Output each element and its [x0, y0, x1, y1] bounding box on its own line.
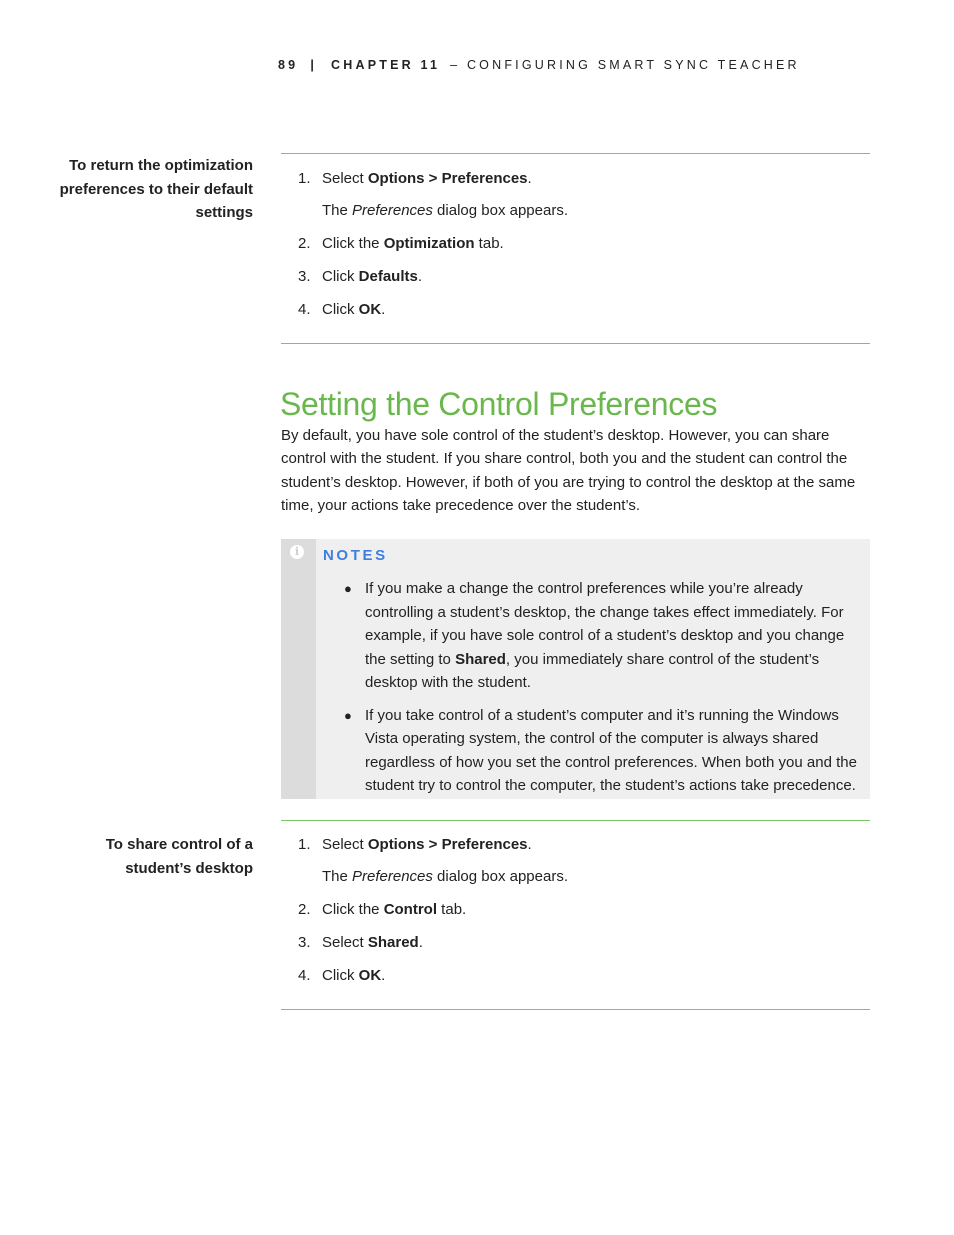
chapter-title: – CONFIGURING SMART SYNC TEACHER	[450, 58, 800, 72]
step-number: 3.	[298, 934, 311, 951]
section-rule	[281, 1009, 870, 1010]
step-text: Click the	[322, 235, 384, 252]
procedure-label-line: preferences to their default	[59, 180, 253, 198]
note-text: If you take control of a student’s computer and it’s running the Windows Vista operating system, the control of the computer is always shared regardless of how you set the control preferences. When both you and the student try to control the computer, the student’s actions take precedence.	[365, 706, 857, 794]
step-text: Click	[322, 268, 359, 285]
tab-name: Control	[383, 901, 438, 918]
chapter-label: CHAPTER 11	[331, 58, 441, 72]
step-text: .	[527, 170, 532, 187]
step-text: Click	[322, 301, 359, 318]
info-icon: i	[290, 545, 304, 559]
page-number: 89	[278, 58, 299, 72]
step-number: 2.	[298, 901, 311, 918]
bullet-icon: ●	[344, 581, 352, 596]
note-item	[343, 704, 863, 798]
section-rule	[281, 820, 870, 821]
step-list	[296, 835, 866, 999]
result-text: dialog box appears.	[432, 202, 568, 219]
step-number: 3.	[298, 268, 311, 285]
procedure-label	[40, 833, 253, 880]
menu-path: Options > Preferences	[367, 836, 528, 853]
button-name: OK	[358, 967, 382, 984]
step-text: .	[381, 967, 386, 984]
procedure-label-line: student’s desktop	[125, 859, 253, 877]
note-emphasis: Shared	[455, 650, 506, 668]
intro-paragraph: By default, you have sole control of the student’s desktop. However, you can share control with the student. If you share control, both you and the student can control the student’s desktop. However, if both of you are trying to control the desktop at the same time, your actions take precedence over the student’s.	[281, 427, 856, 515]
button-name: OK	[358, 301, 382, 318]
step-number: 1.	[298, 170, 311, 187]
note-text: , you immediately share control of the student’s desktop with the student.	[365, 650, 820, 691]
step-item	[296, 300, 866, 320]
step-text: tab.	[474, 235, 504, 252]
running-header	[278, 58, 800, 72]
step-number: 4.	[298, 301, 311, 318]
result-text: The	[322, 868, 353, 885]
procedure-label-line: To return the optimization	[69, 157, 253, 174]
step-list	[296, 169, 866, 333]
step-item	[296, 933, 866, 953]
dialog-name: Preferences	[352, 202, 433, 219]
header-separator: |	[310, 58, 318, 72]
notes-list	[343, 577, 863, 807]
button-name: Defaults	[358, 268, 418, 285]
step-item	[296, 835, 866, 887]
step-text: .	[381, 301, 386, 318]
procedure-label-line: To share control of a	[105, 836, 253, 853]
step-item	[296, 966, 866, 986]
result-text: dialog box appears.	[432, 868, 568, 885]
note-item	[343, 577, 863, 695]
step-text: Select	[322, 170, 368, 187]
step-item	[296, 169, 866, 221]
step-item	[296, 267, 866, 287]
menu-path: Options > Preferences	[367, 170, 528, 187]
notes-box	[281, 539, 870, 799]
step-text: .	[527, 836, 532, 853]
step-text: tab.	[437, 901, 467, 918]
step-text: .	[417, 268, 423, 285]
step-result	[322, 867, 866, 887]
step-text: Select	[322, 934, 368, 951]
step-text: Click	[322, 967, 359, 984]
result-text: The	[322, 202, 353, 219]
notes-title: NOTES	[323, 547, 388, 564]
step-text: Click the	[322, 901, 384, 918]
procedure-label-line: settings	[195, 204, 253, 221]
step-text: Select	[322, 836, 368, 853]
option-name: Shared	[367, 934, 419, 951]
tab-name: Optimization	[383, 235, 475, 252]
notes-sidebar	[281, 539, 316, 799]
section-rule	[281, 343, 870, 344]
step-number: 4.	[298, 967, 311, 984]
procedure-label	[40, 154, 253, 225]
bullet-icon: ●	[344, 707, 352, 723]
step-text: .	[418, 934, 423, 951]
section-rule	[281, 153, 870, 154]
step-number: 2.	[298, 235, 311, 252]
step-result	[322, 201, 866, 221]
step-item	[296, 900, 866, 920]
step-number: 1.	[298, 836, 311, 853]
dialog-name: Preferences	[352, 868, 433, 885]
section-heading: Setting the Control Preferences	[280, 386, 718, 422]
step-item	[296, 234, 866, 254]
note-text: If you make a change the control preferences while you’re already controlling a student’s desktop, the change takes effect immediately. For example, if you have sole control of a student’s desktop and you change the setting to	[365, 580, 845, 668]
